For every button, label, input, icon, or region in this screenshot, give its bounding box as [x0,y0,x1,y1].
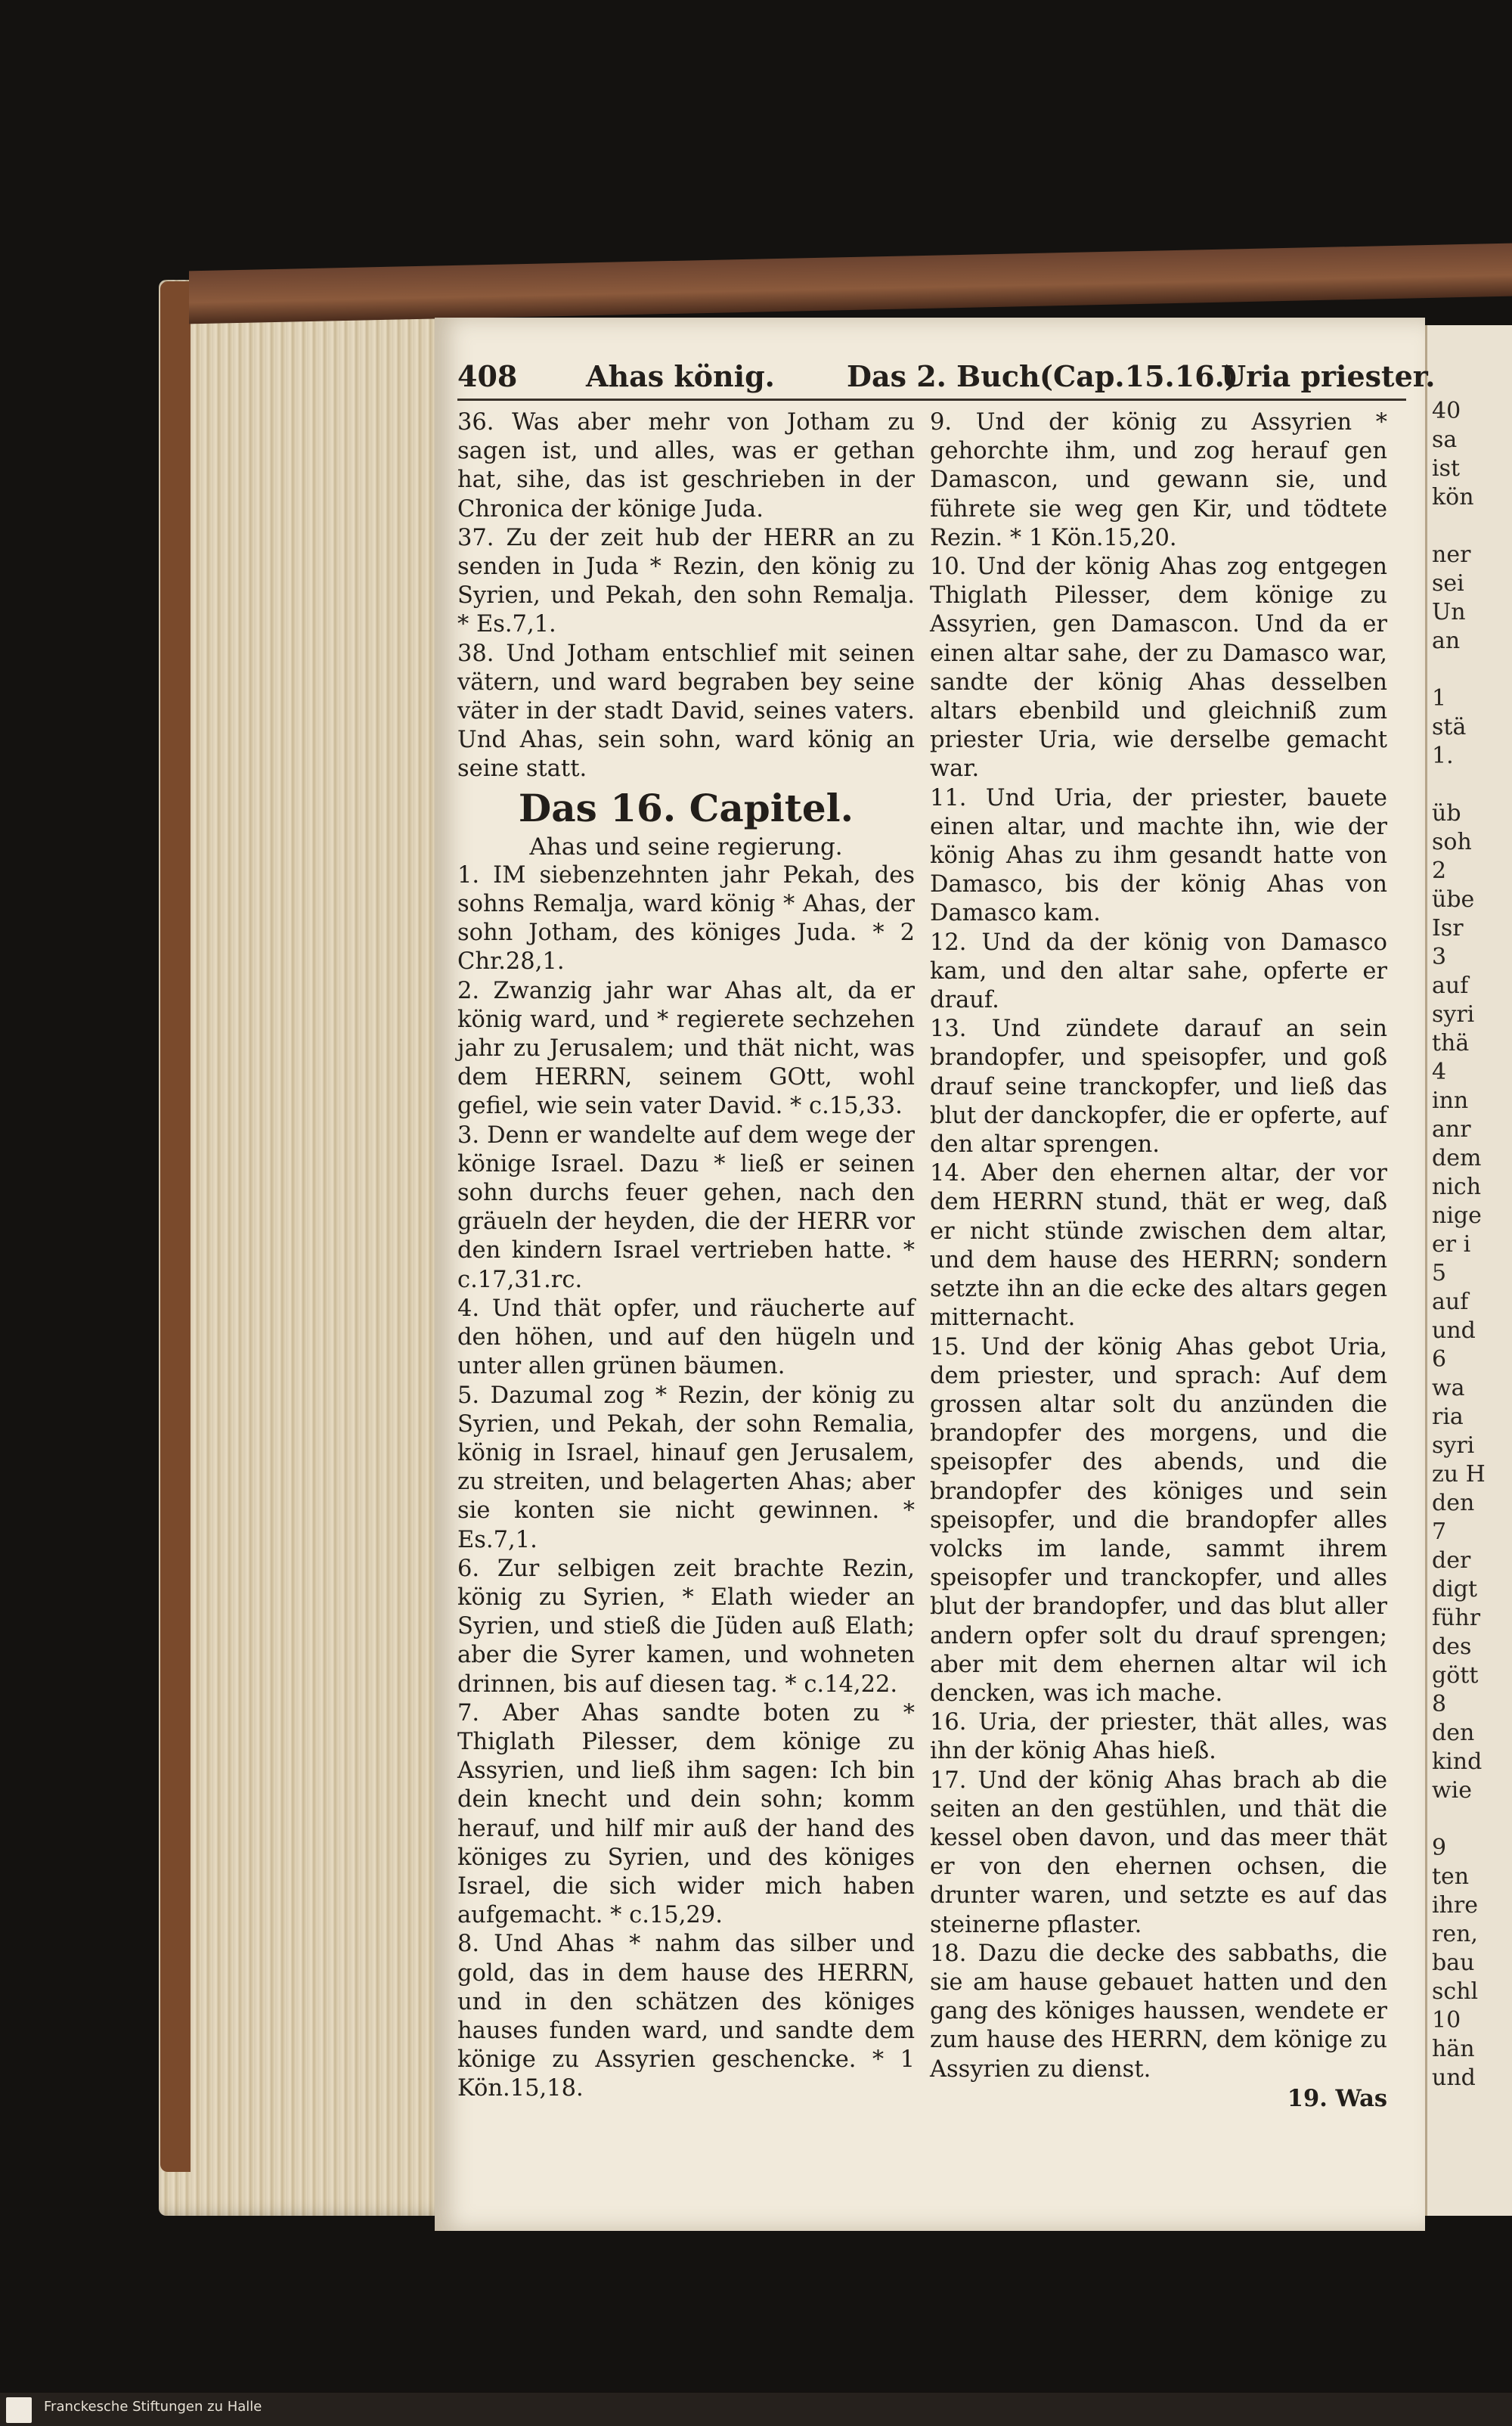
page-header [457,359,1436,405]
next-page-edge [1425,325,1512,2216]
verse: 14. Aber den ehernen altar, der vor dem HERRN stund, thät er weg, daß er nicht stünde zwischen dem altar, und dem hause des HERRN; sondern setzte ihn an die ecke des altars gegen mitternacht. [930,1160,1387,1332]
header-rule [457,399,1406,401]
verse: 8. Und Ahas * nahm das silber und gold, das in dem hause des HERRN, und in den schätzen des königes hauses funden ward, und sandte dem könige zu Assyrien geschencke. * 1 Kön.15,18. [457,1931,915,2102]
chapter-heading: Das 16. Capitel. [518,785,854,830]
verse: 38. Und Jotham entschlief mit seinen vätern, und ward begraben bey seine väter in der stadt David, seines vaters. Und Ahas, sein sohn, ward könig an seine statt. [457,640,915,783]
right-running-title: Uria priester. [1221,359,1436,393]
book-title: Das 2. Buch [847,359,1040,393]
verse: 3. Denn er wandelte auf dem wege der könige Israel. Dazu * ließ er seinen sohn durchs feuer gehen, nach den gräueln der heyden, die der HERR vor den kindern Israel vertrieben hatte. * c.17,31.rc. [457,1121,915,1293]
book-page-edges [159,280,454,2216]
catchword: 19. Was [1287,2084,1387,2112]
verse: 1. IM siebenzehnten jahr Pekah, des sohns Remalja, ward könig * Ahas, der sohn Jotham, des königes Juda. * 2 Chr.28,1. [457,861,915,976]
verse: 17. Und der könig Ahas brach ab die seiten an den gestühlen, und thät die kessel oben davon, und das meer thät er von den ehernen ochsen, die drunter waren, und setzte es auf das steinerne pflaster. [930,1767,1387,1938]
book-cover-spine [160,281,191,2172]
chapter-range: (Cap.15.16.) [1040,359,1238,393]
right-column [930,408,1387,2113]
verse: 15. Und der könig Ahas gebot Uria, dem priester, und sprach: Auf dem grossen altar solt du anzünden die brandopfer des morgens, und die speisopfer des abends, und die brandopfer des königes und sein speisopfer, und die brandopfer alles volcks im lande, sammt ihrem speisopfer und tranckopfer, und alles blut der brandopfer, und das blut aller andern opfer solt du drauf sprengen; aber mit dem ehernen altar wil ich dencken, was ich mache. [930,1333,1387,1707]
verse: 4. Und thät opfer, und räucherte auf den höhen, und auf den hügeln und unter allen grünen bäumen. [457,1295,915,1380]
verse: 9. Und der könig zu Assyrien * gehorchte ihm, und zog herauf gen Damascon, und gewann sie, und führete sie weg gen Kir, und tödtete Rezin. * 1 Kön.15,20. [930,409,1387,551]
verse: 36. Was aber mehr von Jotham zu sagen ist, und alles, was er gethan hat, sihe, das ist geschrieben in der Chronica der könige Juda. [457,409,915,523]
verse: 13. Und zündete darauf an sein brandopfer, und speisopfer, und goß drauf seine tranckopfer, und ließ das blut der danckopfer, die er opferte, auf den altar sprengen. [930,1016,1387,1159]
verse: 12. Und da der könig von Damasco kam, und den altar sahe, opferte er drauf. [930,929,1387,1014]
verse: 37. Zu der zeit hub der HERR an zu senden in Juda * Rezin, den könig zu Syrien, und Pekah, den sohn Remalja. * Es.7,1. [457,524,915,638]
verse: 6. Zur selbigen zeit brachte Rezin, könig zu Syrien, * Elath wieder an Syrien, und stieß die Jüden auß Elath; aber die Syrer kamen, und wohneten drinnen, bis auf diesen tag. * c.14,22. [457,1555,915,1698]
verse: 16. Uria, der priester, thät alles, was ihn der könig Ahas hieß. [930,1709,1387,1765]
chapter-summary: Ahas und seine regierung. [529,833,843,861]
left-column [457,408,915,2104]
verse: 11. Und Uria, der priester, bauete einen altar, und machte ihn, wie der könig Ahas zu ihm gesandt hatte von Damasco, bis der könig Ahas von Damasco kam. [930,784,1387,927]
book-cover-top [189,244,1512,324]
next-page-text: 40 sa ist kön ner sei Un an 1 stä 1. üb soh 2 übe Isr 3 auf syri thä 4 inn anr dem nich nige er i 5 auf und 6 wa ria syri zu H den 7 der digt führ des gött 8 den kind wie 9 ten ihre ren, bau schl 10 hän und [1432,398,1486,2091]
verse: 18. Dazu die decke des sabbaths, die sie am hause gebauet hatten und den gang des königes haussen, wendete er zum hause des HERRN, dem könige zu Assyrien zu dienst. [930,1940,1387,2083]
page-number: 408 [457,359,518,393]
left-running-title: Ahas könig. [586,359,775,393]
institution-name: Franckesche Stiftungen zu Halle [44,2399,262,2415]
verse: 7. Aber Ahas sandte boten zu * Thiglath Pilesser, dem könige zu Assyrien, und ließ ihm sagen: Ich bin dein knecht und dein sohn; komm herauf, und hilf mir auß der hand des königes zu Syrien, und des königes Israel, die sich wider mich haben aufgemacht. * c.15,29. [457,1699,915,1929]
institution-logo-icon [6,2397,32,2423]
verse: 2. Zwanzig jahr war Ahas alt, da er könig ward, und * regierete sechzehen jahr zu Jerusalem; und thät nicht, was dem HERRN, seinem GOtt, wohl gefiel, wie sein vater David. * c.15,33. [457,977,915,1120]
verse: 10. Und der könig Ahas zog entgegen Thiglath Pilesser, dem könige zu Assyrien, gen Damascon. Und da er einen altar sahe, der zu Damasco war, sandte der könig Ahas desselben altars ebenbild und gleichniß zum priester Uria, wie derselbe gemacht war. [930,554,1387,783]
verse: 5. Dazumal zog * Rezin, der könig zu Syrien, und Pekah, der sohn Remalia, könig in Israel, hinauf gen Jerusalem, zu streiten, und belagerten Ahas; aber sie konten sie nicht gewinnen. * Es.7,1. [457,1382,915,1553]
